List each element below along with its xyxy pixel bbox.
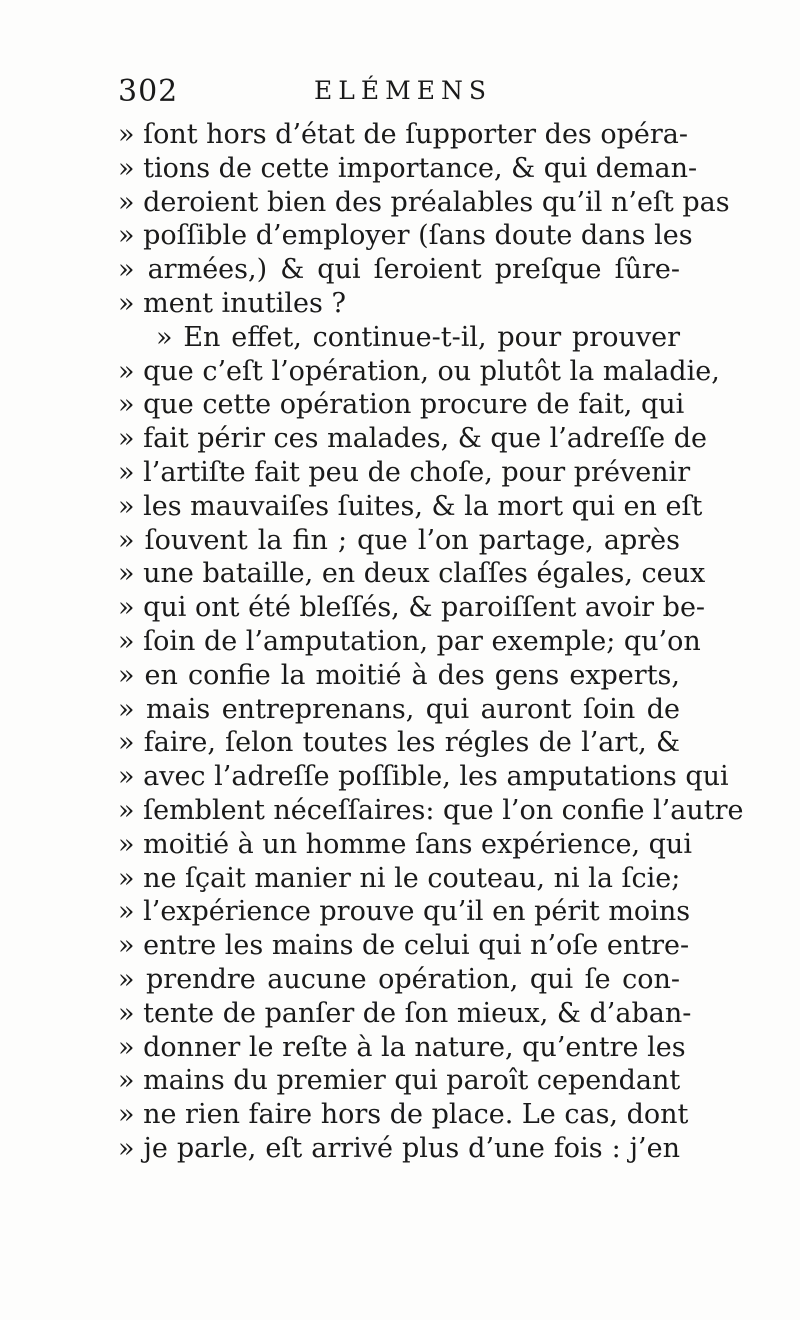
text-line: » l’artiſte fait peu de choſe, pour prévenir bbox=[118, 456, 691, 488]
text-line: » que cette opération procure de fait, qui bbox=[118, 389, 685, 421]
text-line: » armées,) & qui ſeroient preſque ſûre- bbox=[118, 254, 680, 286]
text-line: » mais entreprenans, qui auront ſoin de bbox=[118, 693, 680, 725]
text-line: » ſoin de l’amputation, par exemple; qu’on bbox=[118, 625, 701, 657]
text-line: » ſemblent néceſſaires: que l’on confie l’autre bbox=[118, 794, 744, 826]
text-line: » faire, ſelon toutes les régles de l’art, & bbox=[118, 727, 680, 759]
text-line: » tente de panſer de ſon mieux, & d’aban- bbox=[118, 997, 692, 1029]
text-line: » ſont hors d’état de ſupporter des opéra- bbox=[118, 119, 689, 150]
running-title: ELÉMENS bbox=[314, 76, 492, 105]
text-line: » avec l’adreſſe poſſible, les amputations qui bbox=[118, 761, 729, 793]
text-line: » les mauvaiſes ſuites, & la mort qui en eſt bbox=[118, 490, 703, 522]
text-line: » ne rien faire hors de place. Le cas, dont bbox=[118, 1099, 689, 1131]
page-header bbox=[118, 74, 678, 114]
text-line: » qui ont été bleſſés, & paroiſſent avoir be- bbox=[118, 592, 706, 624]
text-line: » ne ſçait manier ni le couteau, ni la ſcie; bbox=[118, 862, 681, 894]
text-line: » prendre aucune opération, qui ſe con- bbox=[118, 963, 680, 995]
body-text bbox=[118, 118, 744, 1166]
text-line: » entre les mains de celui qui n’oſe entre- bbox=[118, 930, 690, 962]
text-line: » poſſible d’employer (ſans doute dans les bbox=[118, 220, 693, 252]
text-line: » deroient bien des préalables qu’il n’eſt pas bbox=[118, 186, 730, 218]
text-line: » en confie la moitié à des gens experts, bbox=[118, 659, 680, 691]
text-line: » ſouvent la fin ; que l’on partage, après bbox=[118, 524, 680, 556]
text-line: » une bataille, en deux claſſes égales, ceux bbox=[118, 558, 706, 590]
text-line: » que c’eſt l’opération, ou plutôt la maladie, bbox=[118, 355, 720, 387]
text-line: » fait périr ces malades, & que l’adreſſe de bbox=[118, 423, 707, 455]
page-number: 302 bbox=[118, 74, 179, 109]
text-line: » moitié à un homme ſans expérience, qui bbox=[118, 828, 692, 860]
text-line: » mains du premier qui paroît cependant bbox=[118, 1065, 681, 1097]
text-line: » je parle, eſt arrivé plus d’une fois : j’en bbox=[118, 1132, 680, 1164]
text-line: » tions de cette importance, & qui deman- bbox=[118, 152, 698, 184]
text-line: » ment inutiles ? bbox=[118, 287, 346, 319]
text-line: » donner le reſte à la nature, qu’entre les bbox=[118, 1031, 686, 1063]
text-line: » En effet, continue-t-il, pour prouver bbox=[156, 321, 680, 353]
text-line: » l’expérience prouve qu’il en périt moins bbox=[118, 896, 691, 928]
